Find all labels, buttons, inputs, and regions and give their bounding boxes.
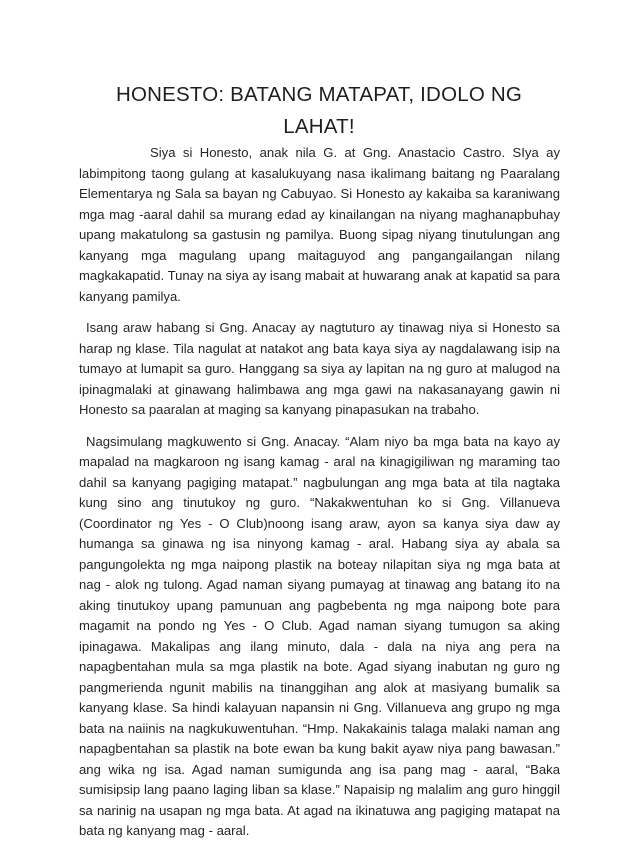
paragraph-1: Siya si Honesto, anak nila G. at Gng. Anastacio Castro. SIya ay labimpitong taong gulang at kasalukuyang nasa ikalimang baitang ng Paaralang Elementarya ng Sala sa bayan ng Cabuyao. Si Honesto ay kakaiba sa karaniwang mga mag -aaral dahil sa murang edad ay kinailangan na niyang maghanapbuhay upang makatulong sa gastusin ng pamilya. Buong sipag niyang tinutulungan ang kanyang mga magulang upang maitaguyod ang pangangailangan nilang magkakapatid. Tunay na siya ay isang mabait at huwarang anak at kapatid sa para kanyang pamilya.	[79, 145, 560, 304]
document-title: HONESTO: BATANG MATAPAT, IDOLO NG LAHAT!	[115, 83, 523, 138]
paragraph-3: Nagsimulang magkuwento si Gng. Anacay. “Alam niyo ba mga bata na kayo ay mapalad na magkaroon ng isang kamag - aral na kinagigiliwan ng maraming tao dahil sa kanyang pagiging matapat.” nagbulungan ang mga bata at tila nagtaka kung sino ang tinutukoy ng guro. “Nakakwentuhan ko si Gng. Villanueva (Coordinator ng Yes - O Club)noong isang araw, ayon sa kanya siya daw ay humanga sa ginawa ng isa ninyong kamag - aral. Habang siya ay abala sa pangungolekta ng mga naipong plastik na boteay nilapitan siya ng mga bata at nag - alok ng tulong. Agad naman siyang pumayag at tinawag ang batang ito na aking tinutukoy upang pamunuan ang pagbebenta ng mga naipong bote para magamit na pondo ng Yes - O Club. Agad naman siyang tumugon sa aking ipinagawa. Makalipas ang ilang minuto, dala - dala na niya ang pera na napagbentahan mula sa mga plastik na bote. Agad siyang inabutan ng guro ng pangmerienda ngunit mabilis na tinanggihan ang alok at masiyang bumalik sa kanyang klase. Sa hindi kalayuan napansin ni Gng. Villanueva ang grupo ng mga bata na naiinis na nagkukuwentuhan. “Hmp. Nakakainis talaga malaki naman ang napagbentahan sa plastik na bote ewan ba kung bakit ayaw niya pang bawasan.” ang wika ng isa. Agad naman sumigunda ang isa pang mag - aaral, “Baka sumisipsip lang paano laging liban sa klase.” Napaisip ng malalim ang guro hinggil sa narinig na usapan ng mga bata. At agad na ikinatuwa ang pagiging matapat na bata ng kanyang mag - aaral.	[79, 433, 560, 838]
document-body	[79, 143, 560, 853]
paragraph-2: Isang araw habang si Gng. Anacay ay nagtuturo ay tinawag niya si Honesto sa harap ng klase. Tila nagulat at natakot ang bata kaya siya ay nagdalawang isip na tumayo at lumapit sa guro. Hanggang sa siya ay lapitan na ng guro at malugod na ipinagmalaki at ginawang halimbawa ang mga gawi na nakasanayang gawin ni Honesto sa paaralan at maging sa kanyang pinapasukan na trabaho.	[79, 320, 560, 417]
